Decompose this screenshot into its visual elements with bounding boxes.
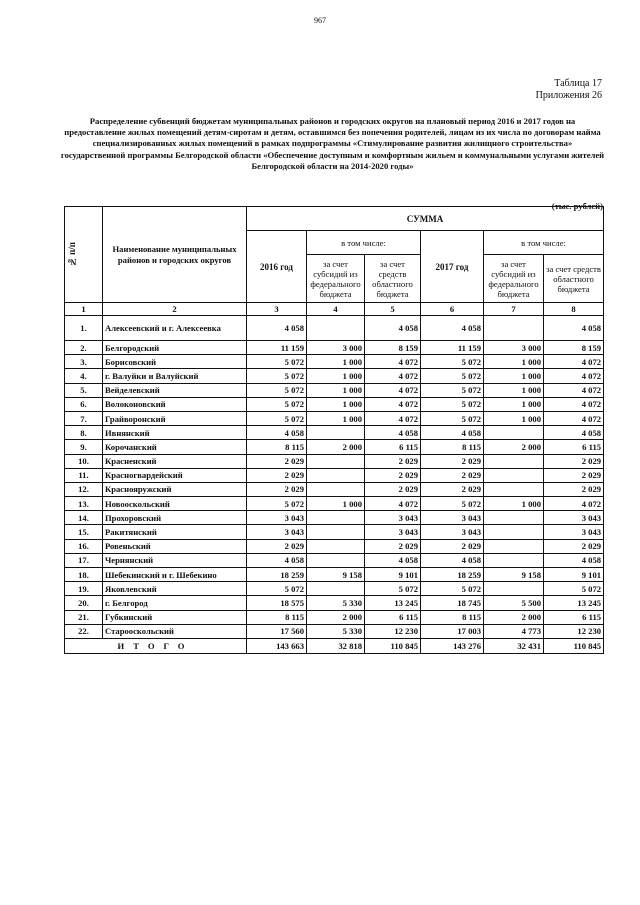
federal-2016: 1 000 [307,369,365,383]
column-number: 1 [65,303,103,316]
regional-2017: 4 058 [544,426,604,440]
amount-2017: 11 159 [421,341,484,355]
federal-2017 [484,511,544,525]
federal-2016 [307,511,365,525]
regional-2016: 4 072 [365,497,421,511]
municipality-name: Красненский [103,454,247,468]
regional-2016: 2 029 [365,482,421,496]
federal-2016: 1 000 [307,411,365,425]
table-row [65,497,604,511]
row-number: 17. [65,553,103,567]
column-number-row [65,303,604,316]
federal-2016 [307,553,365,567]
regional-2017: 4 072 [544,497,604,511]
amount-2016: 2 029 [247,454,307,468]
regional-2016: 3 043 [365,511,421,525]
header-including-2017: в том числе: [484,231,604,255]
federal-2017: 1 000 [484,369,544,383]
regional-2016: 2 029 [365,454,421,468]
table-row [65,454,604,468]
amount-2017: 4 058 [421,553,484,567]
amount-2016: 11 159 [247,341,307,355]
table-row [65,568,604,582]
amount-2017: 8 115 [421,440,484,454]
regional-2016: 9 101 [365,568,421,582]
federal-2017: 2 000 [484,440,544,454]
regional-2016: 4 058 [365,426,421,440]
table-row [65,624,604,638]
column-number: 7 [484,303,544,316]
row-number: 14. [65,511,103,525]
regional-2016: 6 115 [365,440,421,454]
municipality-name: Корочанский [103,440,247,454]
municipality-name: Грайворонский [103,411,247,425]
municipality-name: Ровеньский [103,539,247,553]
table-row [65,610,604,624]
federal-2017: 5 500 [484,596,544,610]
federal-2017 [484,482,544,496]
table-reference: Таблица 17 [554,78,602,89]
table-row [65,511,604,525]
row-number: 10. [65,454,103,468]
amount-2017: 2 029 [421,482,484,496]
municipality-name: Чернянский [103,553,247,567]
amount-2017: 3 043 [421,511,484,525]
column-number: 6 [421,303,484,316]
regional-2017: 2 029 [544,539,604,553]
table-row [65,525,604,539]
federal-2016 [307,482,365,496]
amount-2017: 5 072 [421,383,484,397]
amount-2017: 4 058 [421,426,484,440]
column-number: 8 [544,303,604,316]
total-federal-2017: 32 431 [484,638,544,653]
table-row [65,539,604,553]
regional-2017: 4 072 [544,355,604,369]
regional-2016: 13 245 [365,596,421,610]
row-number: 15. [65,525,103,539]
amount-2016: 8 115 [247,610,307,624]
amount-2017: 4 058 [421,316,484,341]
federal-2016: 1 000 [307,383,365,397]
regional-2017: 2 029 [544,454,604,468]
amount-2016: 2 029 [247,468,307,482]
federal-2017: 1 000 [484,411,544,425]
amount-2016: 5 072 [247,582,307,596]
table-row [65,582,604,596]
document-title: Распределение субвенций бюджетам муниципальных районов и городских округов на плановый период 2016 и 2017 годов на предоставление жилых помещений детям-сиротам и детям, оставшимся без попечения родителей, лицам из их числа по договорам найма специализированных жилых помещений в рамках подпрограммы «Стимулирование развития жилищного строительства» государственной программы Белгородской области «Обеспечение доступным и комфортным жильем и коммунальными услугами жителей Белгородской области на 2014-2020 годы» [60,116,605,171]
amount-2016: 8 115 [247,440,307,454]
federal-2016: 2 000 [307,440,365,454]
amount-2016: 5 072 [247,397,307,411]
row-number: 5. [65,383,103,397]
amount-2016: 4 058 [247,426,307,440]
total-regional-2016: 110 845 [365,638,421,653]
municipality-name: Губкинский [103,610,247,624]
subventions-table [64,206,604,654]
table-row [65,397,604,411]
municipality-name: Ракитянский [103,525,247,539]
regional-2016: 4 072 [365,355,421,369]
total-federal-2016: 32 818 [307,638,365,653]
municipality-name: Шебекинский и г. Шебекино [103,568,247,582]
table-row [65,355,604,369]
federal-2017 [484,454,544,468]
federal-2016: 1 000 [307,355,365,369]
row-number: 21. [65,610,103,624]
regional-2017: 4 072 [544,411,604,425]
table-row [65,596,604,610]
regional-2017: 8 159 [544,341,604,355]
regional-2017: 6 115 [544,610,604,624]
federal-2017: 2 000 [484,610,544,624]
table-row [65,383,604,397]
regional-2017: 2 029 [544,482,604,496]
amount-2016: 5 072 [247,383,307,397]
amount-2016: 5 072 [247,411,307,425]
municipality-name: Белгородский [103,341,247,355]
federal-2017: 1 000 [484,497,544,511]
amount-2017: 2 029 [421,539,484,553]
regional-2016: 3 043 [365,525,421,539]
federal-2016 [307,316,365,341]
federal-2017 [484,468,544,482]
regional-2016: 5 072 [365,582,421,596]
header-including-2016: в том числе: [307,231,421,255]
amount-2017: 2 029 [421,454,484,468]
regional-2016: 12 230 [365,624,421,638]
table-row [65,440,604,454]
regional-2017: 4 072 [544,369,604,383]
federal-2017 [484,553,544,567]
regional-2016: 4 072 [365,369,421,383]
regional-2016: 4 058 [365,553,421,567]
amount-2017: 5 072 [421,355,484,369]
amount-2017: 5 072 [421,497,484,511]
total-row [65,638,604,653]
amount-2017: 8 115 [421,610,484,624]
amount-2017: 2 029 [421,468,484,482]
amount-2016: 17 560 [247,624,307,638]
federal-2016: 1 000 [307,497,365,511]
federal-2017: 4 773 [484,624,544,638]
regional-2016: 2 029 [365,539,421,553]
amount-2016: 3 043 [247,511,307,525]
federal-2017: 1 000 [484,397,544,411]
amount-2016: 4 058 [247,553,307,567]
federal-2017: 9 158 [484,568,544,582]
municipality-name: Вейделевский [103,383,247,397]
amount-2017: 18 259 [421,568,484,582]
regional-2016: 4 072 [365,411,421,425]
federal-2016 [307,454,365,468]
row-number: 16. [65,539,103,553]
header-sum: СУММА [247,207,604,231]
header-federal-2017: за счет субсидий из федерального бюджета [484,255,544,303]
table-row [65,369,604,383]
amount-2016: 18 259 [247,568,307,582]
header-2016: 2016 год [247,231,307,303]
federal-2016 [307,426,365,440]
amount-2016: 18 575 [247,596,307,610]
amount-2017: 18 745 [421,596,484,610]
row-number: 9. [65,440,103,454]
amount-2016: 5 072 [247,355,307,369]
amount-2017: 17 003 [421,624,484,638]
table-row [65,411,604,425]
row-number: 1. [65,316,103,341]
amount-2017: 5 072 [421,411,484,425]
amount-2017: 3 043 [421,525,484,539]
header-2017: 2017 год [421,231,484,303]
table-row [65,316,604,341]
federal-2016 [307,525,365,539]
federal-2016: 2 000 [307,610,365,624]
total-2016: 143 663 [247,638,307,653]
row-number: 7. [65,411,103,425]
regional-2017: 12 230 [544,624,604,638]
table-row [65,341,604,355]
regional-2017: 3 043 [544,525,604,539]
regional-2017: 2 029 [544,468,604,482]
municipality-name: Красногвардейский [103,468,247,482]
federal-2017 [484,426,544,440]
row-number: 20. [65,596,103,610]
amount-2016: 2 029 [247,482,307,496]
row-number: 18. [65,568,103,582]
amount-2017: 5 072 [421,369,484,383]
units-label: (тыс. рублей) [551,201,603,211]
column-number: 4 [307,303,365,316]
row-number: 8. [65,426,103,440]
amount-2016: 2 029 [247,539,307,553]
amount-2016: 4 058 [247,316,307,341]
municipality-name: Алексеевский и г. Алексеевка [103,316,247,341]
federal-2017 [484,582,544,596]
federal-2017 [484,525,544,539]
appendix-reference: Приложения 26 [535,90,602,101]
municipality-name: Прохоровский [103,511,247,525]
federal-2016: 5 330 [307,596,365,610]
table-row [65,468,604,482]
municipality-name: Старооскольский [103,624,247,638]
federal-2016 [307,468,365,482]
total-regional-2017: 110 845 [544,638,604,653]
municipality-name: Волоконовский [103,397,247,411]
row-number: 2. [65,341,103,355]
table-row [65,482,604,496]
row-number: 6. [65,397,103,411]
regional-2017: 4 072 [544,397,604,411]
amount-2017: 5 072 [421,582,484,596]
total-label: ИТОГО [65,638,247,653]
header-regional-2017: за счет средств областного бюджета [544,255,604,303]
federal-2016 [307,582,365,596]
federal-2017 [484,316,544,341]
municipality-name: Ивнянский [103,426,247,440]
regional-2017: 4 072 [544,383,604,397]
federal-2016 [307,539,365,553]
header-regional-2016: за счет средств областного бюджета [365,255,421,303]
regional-2017: 4 058 [544,553,604,567]
total-2017: 143 276 [421,638,484,653]
amount-2016: 5 072 [247,497,307,511]
regional-2016: 4 072 [365,383,421,397]
municipality-name: Краснояружский [103,482,247,496]
header-federal-2016: за счет субсидий из федерального бюджета [307,255,365,303]
regional-2016: 2 029 [365,468,421,482]
regional-2017: 6 115 [544,440,604,454]
row-number: 11. [65,468,103,482]
page-number: 967 [314,16,326,25]
column-number: 2 [103,303,247,316]
regional-2017: 9 101 [544,568,604,582]
federal-2017: 1 000 [484,383,544,397]
regional-2016: 6 115 [365,610,421,624]
column-number: 3 [247,303,307,316]
municipality-name: Яковлевский [103,582,247,596]
table-row [65,426,604,440]
municipality-name: г. Белгород [103,596,247,610]
federal-2016: 9 158 [307,568,365,582]
municipality-name: Борисовский [103,355,247,369]
regional-2017: 4 058 [544,316,604,341]
row-number: 22. [65,624,103,638]
regional-2017: 13 245 [544,596,604,610]
federal-2017: 3 000 [484,341,544,355]
table-row [65,553,604,567]
municipality-name: Новооскольский [103,497,247,511]
regional-2016: 8 159 [365,341,421,355]
amount-2016: 5 072 [247,369,307,383]
federal-2017: 1 000 [484,355,544,369]
header-name: Наименование муниципальных районов и городских округов [103,207,247,303]
regional-2016: 4 058 [365,316,421,341]
row-number: 12. [65,482,103,496]
amount-2017: 5 072 [421,397,484,411]
municipality-name: г. Валуйки и Валуйский [103,369,247,383]
header-num: № п/п [65,207,103,303]
federal-2016: 3 000 [307,341,365,355]
regional-2017: 3 043 [544,511,604,525]
row-number: 4. [65,369,103,383]
federal-2016: 5 330 [307,624,365,638]
regional-2016: 4 072 [365,397,421,411]
row-number: 19. [65,582,103,596]
column-number: 5 [365,303,421,316]
amount-2016: 3 043 [247,525,307,539]
federal-2017 [484,539,544,553]
federal-2016: 1 000 [307,397,365,411]
row-number: 3. [65,355,103,369]
row-number: 13. [65,497,103,511]
regional-2017: 5 072 [544,582,604,596]
